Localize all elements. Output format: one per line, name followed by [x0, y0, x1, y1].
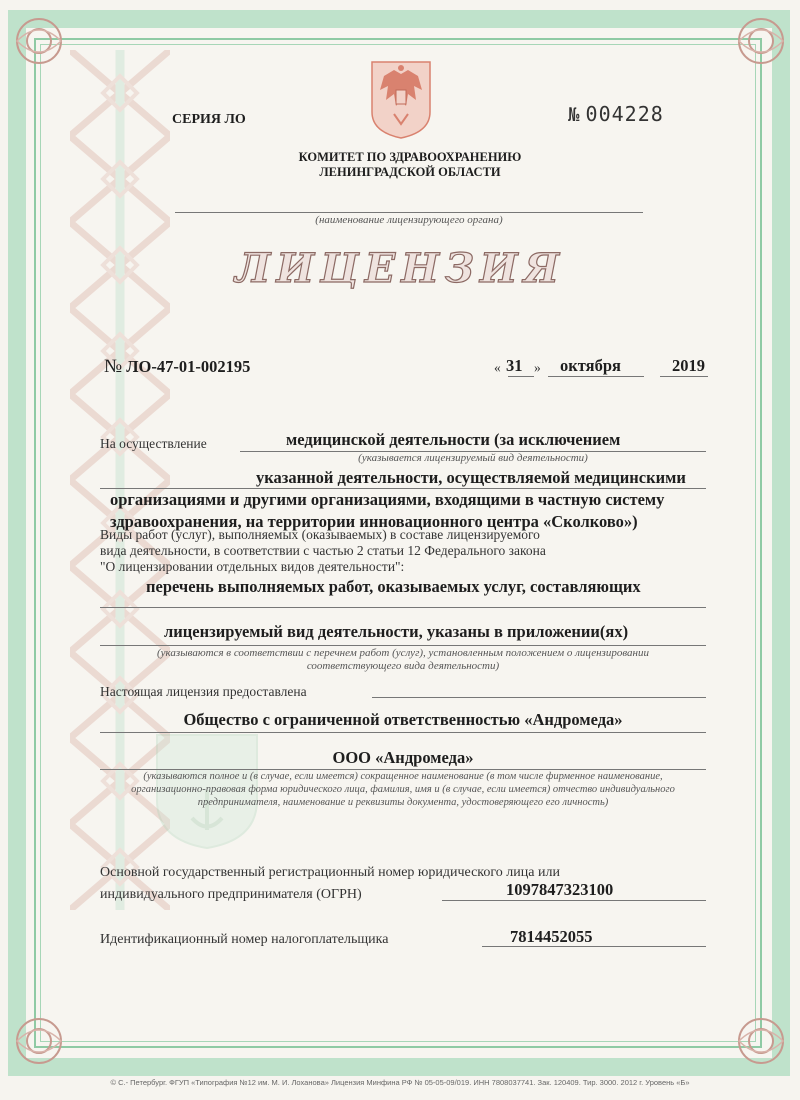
ogrn-underline	[442, 900, 706, 901]
works-intro-line-1: Виды работ (услуг), выполняемых (оказываемых) в составе лицензируемого	[100, 527, 540, 542]
blank-number-value: 004228	[585, 102, 664, 126]
grantee-label: Настоящая лицензия предоставлена	[100, 684, 307, 699]
license-number-sign: №	[104, 356, 123, 377]
inn-value: 7814452055	[510, 927, 593, 946]
activity-line-1: медицинской деятельности (за исключением	[286, 430, 621, 449]
printer-imprint: © С.- Петербург. ФГУП «Типография №12 им. М. И. Лоханова» Лицензия Минфина РФ № 05-05-09/019. ИНН 7808037741. Зак. 120409. Тир. 3000. 2012 г. Уровень «Б»	[110, 1078, 690, 1087]
works-line-1: перечень выполняемых работ, оказываемых услуг, составляющих	[146, 577, 641, 596]
activity-underline-2	[100, 488, 706, 489]
date-month-underline	[548, 376, 644, 377]
works-underline-1	[100, 607, 706, 608]
russia-coat-of-arms-icon	[370, 60, 432, 140]
ogrn-label-line-2: индивидуального предпринимателя (ОГРН)	[100, 887, 362, 902]
corner-ornament-top-left-icon	[10, 12, 68, 70]
corner-ornament-bottom-right-icon	[732, 1012, 790, 1070]
grantee-full-name: Общество с ограниченной ответственностью «Андромеда»	[183, 710, 623, 729]
activity-line-2: указанной деятельности, осуществляемой медицинскими	[256, 468, 686, 487]
issue-date	[494, 356, 714, 378]
licensing-authority	[220, 150, 600, 180]
grantee-caption-line-1: (указываются полное и (в случае, если имеется) сокращенное наименование (в том числе фирменное наименование,	[143, 771, 663, 782]
date-year: 2019	[672, 356, 705, 375]
inn-underline	[482, 946, 706, 947]
ogrn-label-line-1: Основной государственный регистрационный номер юридического лица или	[100, 865, 560, 880]
date-open-quote: «	[494, 360, 501, 375]
document-title: ЛИЦЕНЗИЯ	[234, 245, 565, 292]
activity-line-4: здравоохранения, на территории инновационного центра «Сколково»)	[110, 512, 638, 531]
authority-underline	[175, 212, 643, 213]
series-label: СЕРИЯ ЛО	[172, 112, 246, 127]
works-caption-line-1: (указываются в соответствии с перечнем работ (услуг), установленным положением о лицензировании	[157, 647, 649, 659]
authority-caption: (наименование лицензирующего органа)	[315, 214, 503, 226]
grantee-short-name: ООО «Андромеда»	[332, 748, 474, 767]
works-caption	[100, 647, 706, 673]
authority-line-2: ЛЕНИНГРАДСКОЙ ОБЛАСТИ	[319, 165, 501, 179]
works-intro-line-3: "О лицензировании отдельных видов деятельности":	[100, 559, 405, 574]
works-underline-2	[100, 645, 706, 646]
grantee-caption	[92, 770, 714, 809]
blank-number-sign: №	[568, 104, 581, 126]
activity-label: На осуществление	[100, 436, 207, 451]
license-number	[104, 356, 250, 378]
grantee-caption-line-3: предпринимателя, наименование и реквизиты документа, удостоверяющего его личность)	[197, 797, 609, 808]
grantee-label-underline	[372, 697, 706, 698]
authority-line-1: КОМИТЕТ ПО ЗДРАВООХРАНЕНИЮ	[298, 150, 522, 164]
date-close-quote: »	[534, 360, 541, 375]
date-month: октября	[560, 356, 621, 375]
activity-line-3: организациями и другими организациями, входящими в частную систему	[110, 490, 665, 509]
grantee-caption-line-2: организационно-правовая форма юридического лица, фамилия, имя и (в случае, если имеется) отчество индивидуального	[131, 784, 675, 795]
works-caption-line-2: соответствующего вида деятельности)	[306, 660, 500, 672]
license-number-value: ЛО-47-01-002195	[126, 357, 251, 376]
works-intro-line-2: вида деятельности, в соответствии с частью 2 статьи 12 Федерального закона	[100, 543, 546, 558]
activity-caption: (указывается лицензируемый вид деятельности)	[358, 452, 588, 464]
grantee-full-name-underline	[100, 732, 706, 733]
blank-number	[568, 102, 664, 126]
date-day-underline	[508, 376, 534, 377]
works-line-2: лицензируемый вид деятельности, указаны в приложении(ях)	[164, 622, 629, 641]
works-intro	[100, 527, 546, 575]
corner-ornament-bottom-left-icon	[10, 1012, 68, 1070]
corner-ornament-top-right-icon	[732, 12, 790, 70]
ogrn-value: 1097847323100	[506, 880, 614, 899]
date-day: 31	[506, 356, 523, 375]
date-year-underline	[660, 376, 708, 377]
inn-label: Идентификационный номер налогоплательщика	[100, 932, 389, 947]
